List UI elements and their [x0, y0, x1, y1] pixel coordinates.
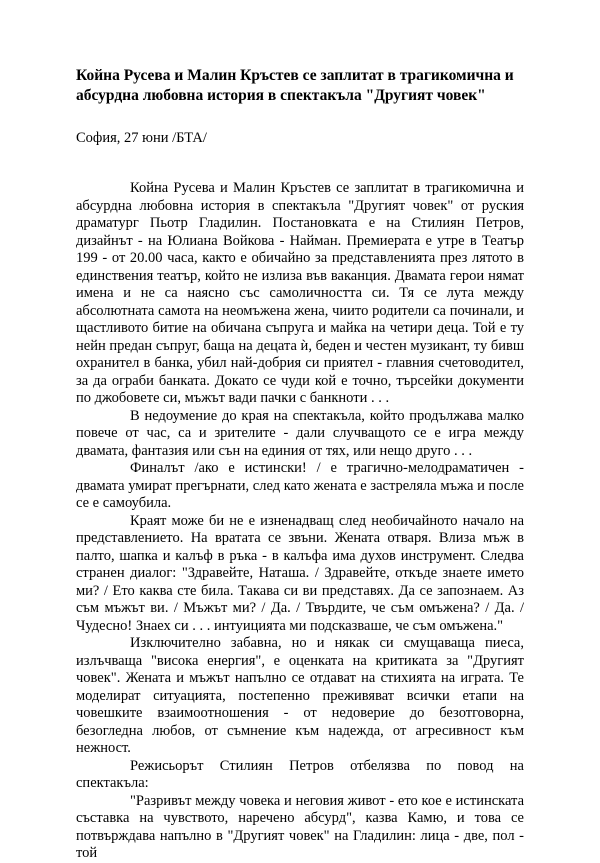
paragraph: Финалът /ако е истински! / е трагично-мелодраматичен - двамата умират прегърнати, след като жената е застреляла мъжа и после се е самоубила.: [76, 460, 524, 511]
paragraph: "Разривът между човека и неговия живот - ето кое е истинската съставка на чувството, наречено абсурд", казва Камю, и това се потвърждава напълно в "Другият човек" на Гладилин: лица - две, пол - той: [76, 792, 524, 861]
paragraph: В недоумение до края на спектакъла, който продължава малко повече от час, са и зрителите - дали случващото се е игра между двамата, фантазия или сън на единия от тях, или нещо друго . . .: [76, 407, 524, 459]
paragraph: Изключително забавна, но и някак си смущаваща пиеса, излъчваща "висока енергия", е оценката на критиката за "Другият човек". Жената и мъжът напълно се отдават на стихията на играта. Те моделират ситуацията, постепенно преживяват всички етапи на човешките взаимоотношения - от недоверие до безотговорна, безогледна любов, от съмнение към надежда, от агресивност към нежност.: [76, 635, 524, 756]
article-body: [76, 180, 524, 863]
paragraph: Койна Русева и Малин Кръстев се заплитат в трагикомична и абсурдна любовна история в спектакъла "Другият човек" от руския драматург Пьотр Гладилин. Постановката е на Стилиян Петров, дизайнът - на Юлиана Войкова - Найман. Премиерата е утре в Театър 199 - от 20.00 часа, както е обичайно за представленията през лятото в единствения театър, който не излиза във ваканция. Двамата герои нямат имена и не са наясно със самоличността си. Тя се лута между абсолютната самота на неомъжена жена, чиито родители са починали, и щастливото битие на обичана съпруга и майка на четири деца. Той е ту нейн предан съпруг, баща на децата ѝ, беден и честен музикант, ту бивш охранител в банка, убил най-добрия си приятел - главния счетоводител, за да ограби банката. Докато се чуди кой е точно, търсейки документи по джобовете си, мъжът вади пачки с банкноти . . .: [76, 180, 524, 406]
dateline: София, 27 юни /БТА/: [76, 130, 207, 146]
paragraph: Режисьорът Стилиян Петров отбелязва по повод на спектакъла:: [76, 757, 524, 791]
article-title: Койна Русева и Малин Кръстев се заплитат в трагикомична и абсурдна любовна история в спектакъла "Другият човек": [76, 67, 514, 104]
paragraph: Краят може би не е изненадващ след необичайното начало на представлението. На вратата се звъни. Жената отваря. Влиза мъж в палто, шапка и калъф в ръка - в калъфа има духов инструмент. Следва странен диалог: "Здравейте, Наташа. / Здравейте, откъде знаете името ми? / Ето каква сте била. Такава си ви представях. Да се запознаем. Аз съм мъжът ви. / Мъжът ми? / Да. / Твърдите, че съм омъжена? / Да. / Чудесно! Знаех си . . . интуицията ми подсказваше, че съм омъжена.": [76, 512, 524, 634]
